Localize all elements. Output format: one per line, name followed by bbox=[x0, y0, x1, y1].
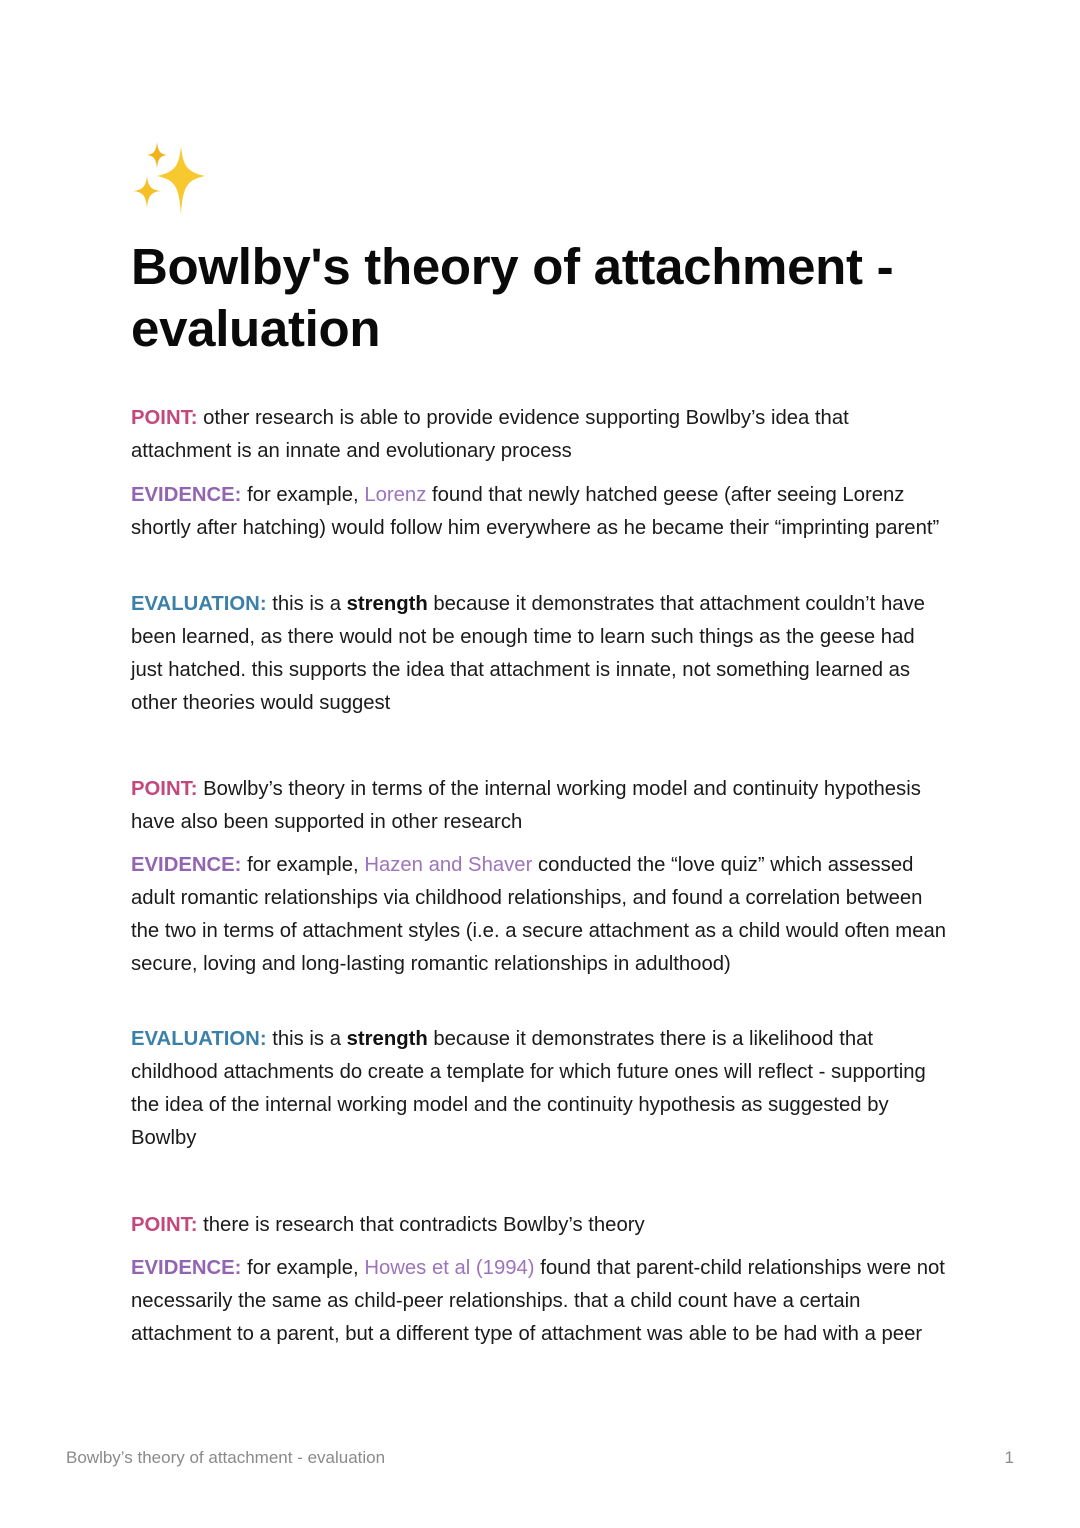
evaluation-label: EVALUATION: bbox=[131, 1028, 267, 1050]
reference-name: Howes et al (1994) bbox=[364, 1257, 535, 1279]
evaluation-label: EVALUATION: bbox=[131, 593, 267, 615]
point-paragraph bbox=[131, 773, 951, 839]
evidence-label: EVIDENCE: bbox=[131, 484, 242, 506]
page-number: 1 bbox=[1004, 1448, 1014, 1467]
evidence-paragraph bbox=[131, 479, 951, 545]
evidence-paragraph bbox=[131, 849, 951, 981]
footer-title: Bowlby’s theory of attachment - evaluation bbox=[66, 1448, 386, 1467]
point-paragraph bbox=[131, 1209, 951, 1242]
point-text: Bowlby’s theory in terms of the internal working model and continuity hypothesis have also been supported in other research bbox=[131, 778, 921, 833]
evidence-text-pre: for example, bbox=[241, 1257, 365, 1279]
evidence-label: EVIDENCE: bbox=[131, 854, 242, 876]
point-paragraph bbox=[131, 402, 951, 468]
evidence-text-post: found that parent-child relationships were not necessarily the same as child-peer relationships. that a child count have a certain attachment to a parent, but a different type of attachment was able to be had with a peer bbox=[131, 1257, 945, 1345]
evidence-text-post: conducted the “love quiz” which assessed adult romantic relationships via childhood relationships, and found a correlation between the two in terms of attachment styles (i.e. a secure attachment as a child would often mean secure, loving and long-lasting romantic relationships in adulthood) bbox=[131, 854, 947, 975]
sparkles-icon bbox=[131, 142, 211, 218]
evidence-text-pre: for example, bbox=[241, 854, 365, 876]
evidence-label: EVIDENCE: bbox=[131, 1257, 242, 1279]
evaluation-strength: strength bbox=[346, 1028, 428, 1050]
evaluation-paragraph bbox=[131, 588, 951, 720]
point-label: POINT: bbox=[131, 1214, 198, 1236]
evaluation-text-pre: this is a bbox=[266, 593, 347, 615]
point-label: POINT: bbox=[131, 778, 198, 800]
evidence-text-pre: for example, bbox=[241, 484, 365, 506]
evaluation-text-post: because it demonstrates that attachment couldn’t have been learned, as there would not be enough time to learn such things as the geese had just hatched. this supports the idea that attachment is innate, not something learned as other theories would suggest bbox=[131, 593, 925, 714]
document-title: Bowlby's theory of attachment - evaluation bbox=[131, 238, 894, 357]
evidence-text-post: found that newly hatched geese (after seeing Lorenz shortly after hatching) would follow him everywhere as he became their “imprinting parent” bbox=[131, 484, 940, 539]
point-text: other research is able to provide evidence supporting Bowlby’s idea that attachment is an innate and evolutionary process bbox=[131, 407, 849, 462]
point-label: POINT: bbox=[131, 407, 198, 429]
evaluation-text-post: because it demonstrates there is a likelihood that childhood attachments do create a template for which future ones will reflect - supporting the idea of the internal working model and the continuity hypothesis as suggested by Bowlby bbox=[131, 1028, 926, 1149]
evaluation-paragraph bbox=[131, 1023, 951, 1155]
evaluation-text-pre: this is a bbox=[266, 1028, 347, 1050]
reference-name: Lorenz bbox=[364, 484, 427, 506]
evidence-paragraph bbox=[131, 1252, 951, 1351]
reference-name: Hazen and Shaver bbox=[364, 854, 533, 876]
evaluation-strength: strength bbox=[346, 593, 428, 615]
point-text: there is research that contradicts Bowlby’s theory bbox=[197, 1214, 645, 1236]
